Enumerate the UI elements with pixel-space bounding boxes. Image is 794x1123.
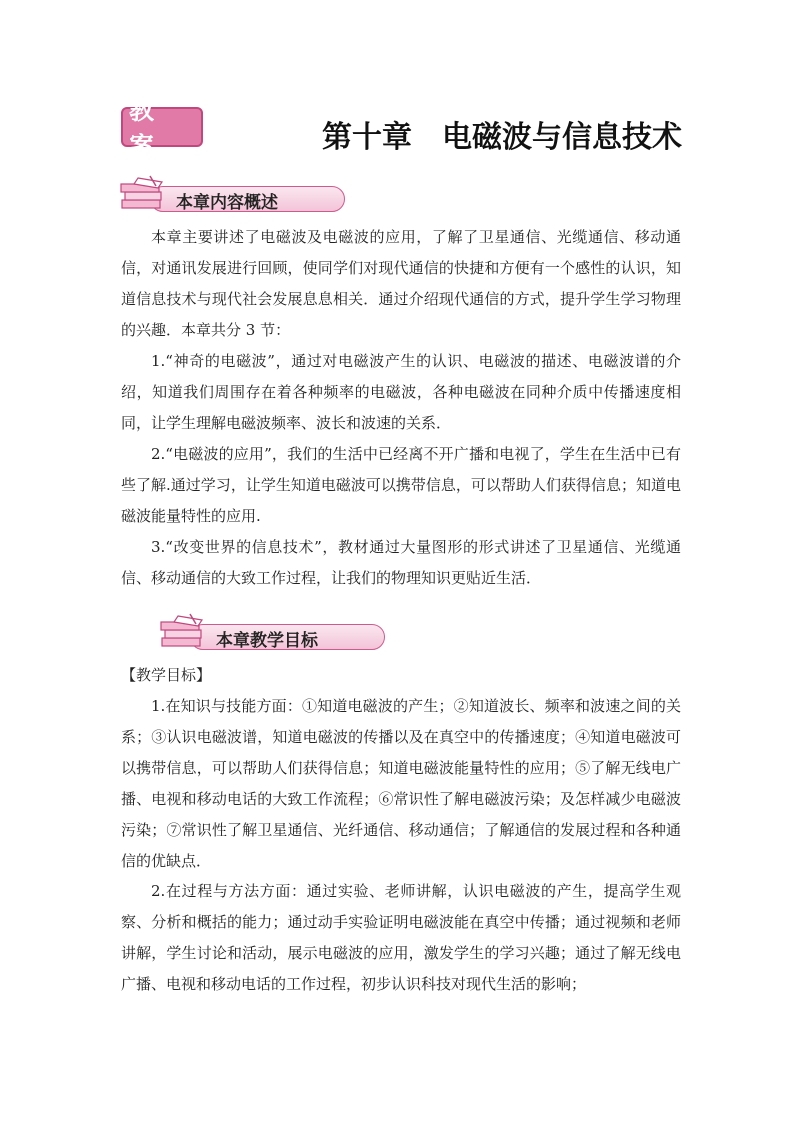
section-header-overview — [118, 174, 358, 214]
section-title-goals: 本章教学目标 — [216, 631, 318, 651]
section-header-goals — [158, 612, 398, 652]
chapter-title: 第十章 电磁波与信息技术 — [322, 120, 682, 155]
section-title-overview: 本章内容概述 — [176, 193, 278, 213]
lesson-plan-badge: 教 案 — [121, 107, 203, 147]
overview-paragraph-2: 1.“神奇的电磁波”，通过对电磁波产生的认识、电磁波的描述、电磁波谱的介绍，知道我们周围存在着各种频率的电磁波，各种电磁波在同种介质中传播速度相同，让学生理解电磁波频率、波长和波速的关系． — [121, 352, 681, 432]
goals-subheading: 【教学目标】 — [121, 666, 212, 684]
goals-paragraph-2: 2.在过程与方法方面：通过实验、老师讲解，认识电磁波的产生，提高学生观察、分析和概括的能力；通过动手实验证明电磁波能在真空中传播；通过视频和老师讲解，学生讨论和活动，展示电磁波的应用，激发学生的学习兴趣；通过了解无线电广播、电视和移动电话的工作过程，初步认识科技对现代生活的影响； — [121, 882, 681, 993]
overview-paragraph-4: 3.“改变世界的信息技术”，教材通过大量图形的形式讲述了卫星通信、光缆通信、移动通信的大致工作过程，让我们的物理知识更贴近生活． — [121, 538, 681, 587]
books-icon — [158, 612, 218, 654]
goals-paragraph-1: 1.在知识与技能方面：①知道电磁波的产生；②知道波长、频率和波速之间的关系；③认识电磁波谱，知道电磁波的传播以及在真空中的传播速度；④知道电磁波可以携带信息，可以帮助人们获得信息；知道电磁波能量特性的应用；⑤了解无线电广播、电视和移动电话的大致工作流程；⑥常识性了解电磁波污染；及怎样减少电磁波污染；⑦常识性了解卫星通信、光纤通信、移动通信；了解通信的发展过程和各种通信的优缺点． — [121, 697, 681, 870]
books-icon — [118, 174, 178, 216]
overview-paragraph-3: 2.“电磁波的应用”，我们的生活中已经离不开广播和电视了，学生在生活中已有些了解.通过学习，让学生知道电磁波可以携带信息，可以帮助人们获得信息；知道电磁波能量特性的应用. — [121, 445, 681, 525]
overview-paragraph-1: 本章主要讲述了电磁波及电磁波的应用，了解了卫星通信、光缆通信、移动通信，对通讯发展进行回顾，使同学们对现代通信的快捷和方便有一个感性的认识，知道信息技术与现代社会发展息息相关．通过介绍现代通信的方式，提升学生学习物理的兴趣．本章共分 3 节： — [121, 228, 681, 339]
